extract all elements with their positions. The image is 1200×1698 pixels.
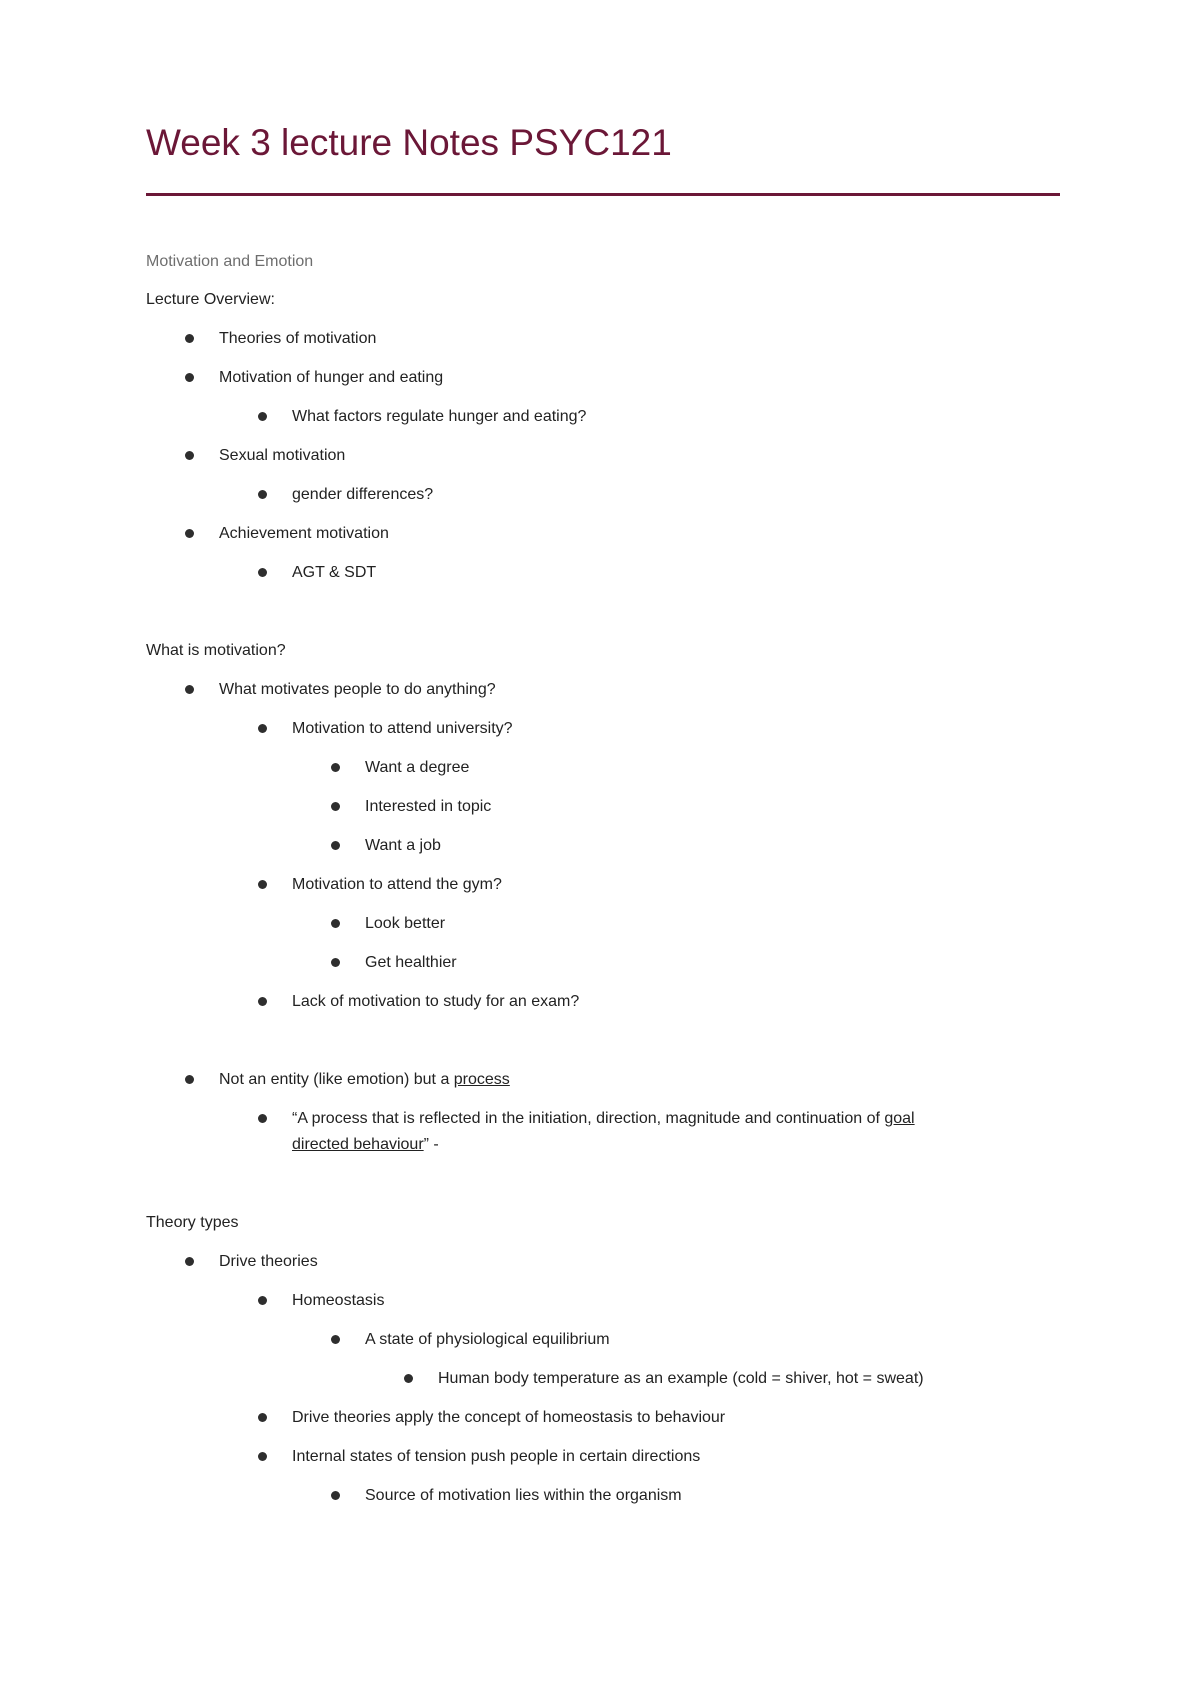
bullet-icon (258, 880, 267, 889)
bullet-icon (185, 685, 194, 694)
list-item: Source of motivation lies within the organism (365, 1487, 682, 1504)
bullet-icon (404, 1374, 413, 1383)
bullet-icon (331, 841, 340, 850)
quote-line-1 (292, 1108, 915, 1130)
bullet-icon (185, 334, 194, 343)
quote-line-2 (292, 1134, 439, 1156)
quote-end: ” - (423, 1136, 439, 1153)
bullet-icon (258, 490, 267, 499)
list-item: Get healthier (365, 954, 457, 971)
document-subtitle: Motivation and Emotion (146, 253, 314, 270)
bullet-icon (258, 568, 267, 577)
list-item: Want a degree (365, 759, 470, 776)
list-item: Want a job (365, 837, 441, 854)
bullet-icon (331, 1491, 340, 1500)
quote-text: “A process that is reflected in the initiation, direction, magnitude and continuation of (292, 1110, 885, 1127)
entity-text: Not an entity (like emotion) but a (219, 1071, 454, 1088)
list-item-entity (219, 1069, 510, 1091)
bullet-icon (185, 373, 194, 382)
directed-behaviour-term: directed behaviour (292, 1136, 424, 1153)
list-item: What motivates people to do anything? (219, 681, 496, 698)
bullet-icon (331, 919, 340, 928)
list-item: A state of physiological equilibrium (365, 1331, 610, 1348)
list-item: Motivation to attend the gym? (292, 876, 502, 893)
bullet-icon (185, 529, 194, 538)
bullet-icon (258, 1452, 267, 1461)
list-item: Achievement motivation (219, 525, 389, 542)
list-item: Drive theories (219, 1253, 318, 1270)
bullet-icon (185, 1257, 194, 1266)
bullet-icon (258, 1296, 267, 1305)
list-item: Internal states of tension push people in certain directions (292, 1448, 701, 1465)
bullet-icon (331, 1335, 340, 1344)
bullet-icon (258, 1413, 267, 1422)
bullet-icon (258, 724, 267, 733)
bullet-icon (258, 1114, 267, 1123)
list-item: Motivation of hunger and eating (219, 369, 444, 386)
bullet-icon (331, 802, 340, 811)
list-item: Theories of motivation (219, 330, 377, 347)
what-is-heading: What is motivation? (146, 642, 286, 659)
list-item: Interested in topic (365, 798, 492, 815)
overview-heading: Lecture Overview: (146, 291, 275, 308)
list-item: Look better (365, 915, 446, 932)
bullet-icon (258, 412, 267, 421)
process-term: process (453, 1071, 510, 1088)
title-underline-rule (146, 193, 1060, 196)
list-item: What factors regulate hunger and eating? (292, 408, 587, 425)
bullet-icon (185, 451, 194, 460)
bullet-icon (258, 997, 267, 1006)
bullet-icon (185, 1075, 194, 1084)
list-item: Drive theories apply the concept of homeostasis to behaviour (292, 1409, 726, 1426)
list-item: gender differences? (292, 486, 434, 503)
document-title: Week 3 lecture Notes PSYC121 (146, 122, 672, 163)
goal-term: goal (884, 1110, 915, 1127)
list-item: Motivation to attend university? (292, 720, 513, 737)
list-item: Human body temperature as an example (cold = shiver, hot = sweat) (438, 1370, 924, 1387)
list-item: Lack of motivation to study for an exam? (292, 993, 580, 1010)
bullet-icon (331, 763, 340, 772)
list-item: Homeostasis (292, 1292, 385, 1309)
theory-types-heading: Theory types (146, 1214, 239, 1231)
bullet-icon (331, 958, 340, 967)
list-item: Sexual motivation (219, 447, 346, 464)
list-item: AGT & SDT (292, 564, 377, 581)
